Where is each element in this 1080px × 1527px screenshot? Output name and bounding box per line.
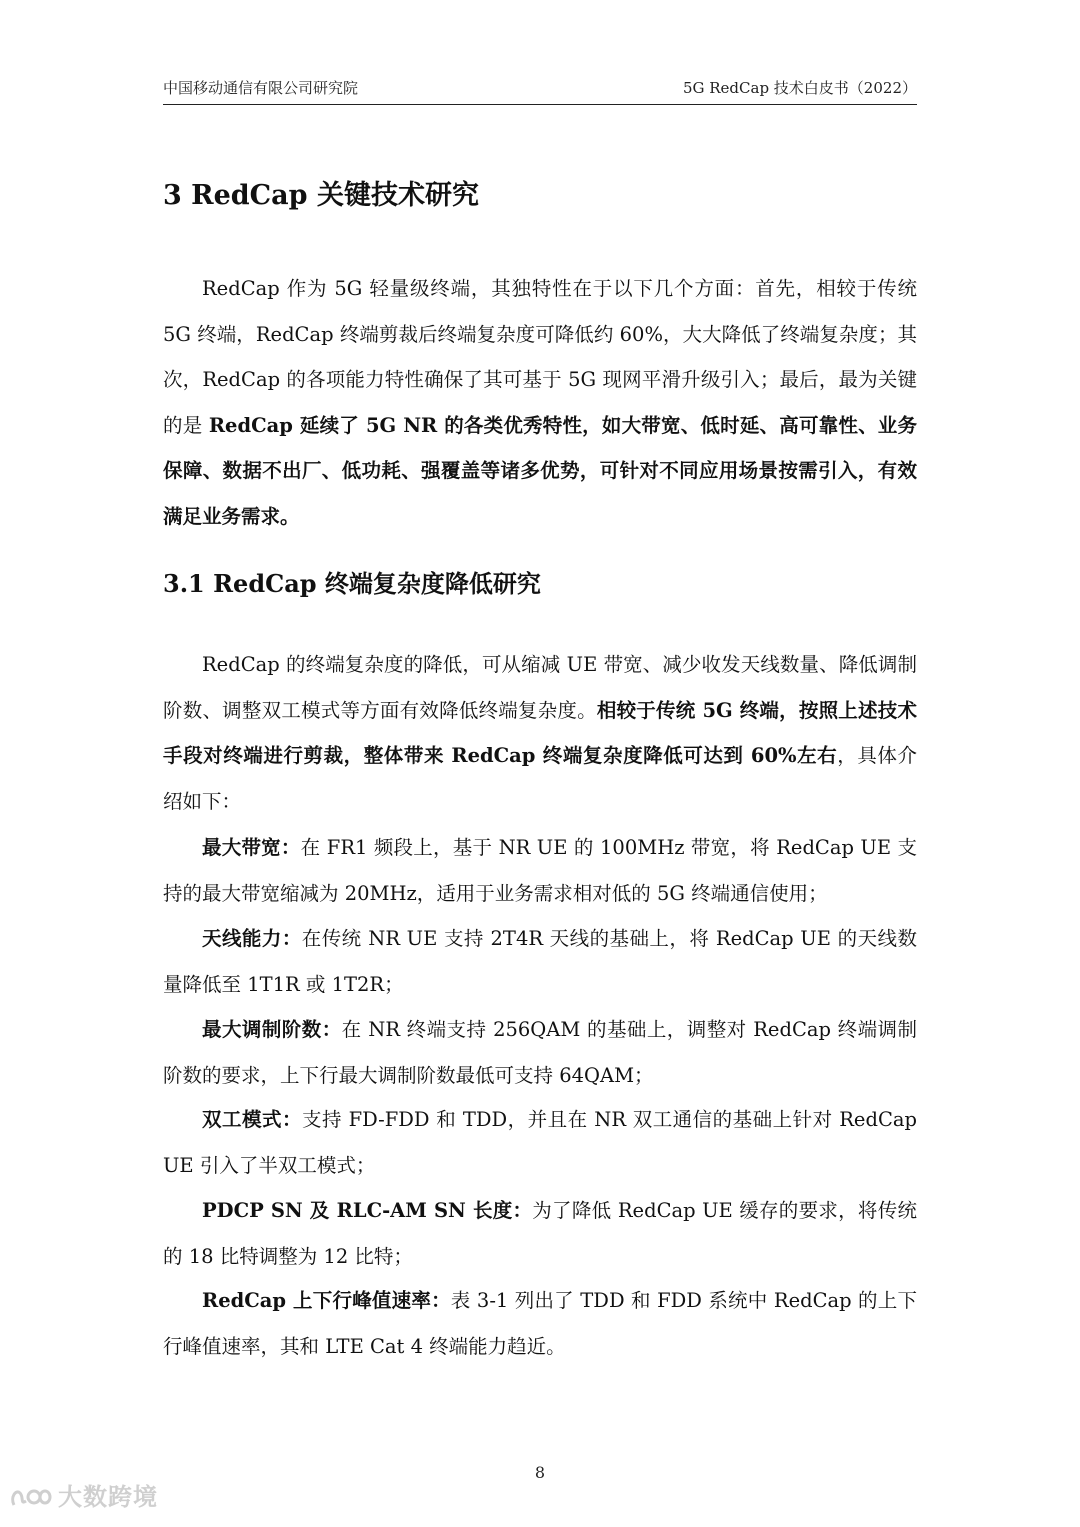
feature-separator: ： [431, 1289, 451, 1312]
subsection-heading: 3.1 RedCap 终端复杂度降低研究 [163, 569, 541, 598]
section-heading: 3 RedCap 关键技术研究 [163, 180, 479, 211]
feature-term: 天线能力 [202, 927, 282, 950]
feature-text: 支持 FD-FDD 和 TDD，并且在 NR 双工通信的基础上针对 RedCap UE 引入了半双工模式； [163, 1108, 917, 1177]
feature-text: 为了降低 RedCap UE 缓存的要求，将传统的 18 比特调整为 12 比特； [163, 1199, 917, 1268]
feature-term: 最大带宽 [202, 836, 281, 859]
feature-text: 表 3-1 列出了 TDD 和 FDD 系统中 RedCap 的上下行峰值速率，其和 LTE Cat 4 终端能力趋近。 [163, 1289, 917, 1358]
page-number: 8 [534, 1463, 546, 1482]
feature-item-max-bandwidth [163, 825, 917, 916]
feature-term: 双工模式 [202, 1108, 282, 1131]
intro-plain-text: RedCap 作为 5G 轻量级终端，其独特性在于以下几个方面：首先，相较于传统 5G 终端，RedCap 终端剪裁后终端复杂度可降低约 60%，大大降低了终端复杂度；其次，RedCap 的各项能力特性确保了其可基于 5G 现网平滑升级引入；最后，最为关键的是 [163, 277, 917, 437]
feature-item-modulation [163, 1007, 917, 1098]
feature-item-peak-rate [163, 1278, 917, 1369]
feature-term: RedCap 上下行峰值速率 [202, 1289, 432, 1312]
feature-item-sn-length [163, 1188, 917, 1279]
feature-text: 在传统 NR UE 支持 2T4R 天线的基础上，将 RedCap UE 的天线数量降低至 1T1R 或 1T2R； [163, 927, 917, 996]
feature-term: 最大调制阶数 [202, 1018, 322, 1041]
intro-bold-text: RedCap 延续了 5G NR 的各类优秀特性，如大带宽、低时延、高可靠性、业务保障、数据不出厂、低功耗、强覆盖等诸多优势，可针对不同应用场景按需引入，有效满足业务需求。 [163, 413, 917, 528]
feature-text: 在 FR1 频段上，基于 NR UE 的 100MHz 带宽，将 RedCap UE 支持的最大带宽缩减为 20MHz，适用于业务需求相对低的 5G 终端通信使用； [163, 836, 917, 905]
feature-separator: ： [281, 927, 302, 950]
page-header [163, 78, 917, 105]
section-intro-paragraph [163, 266, 917, 539]
sub-intro-tail-text: ，具体介绍如下： [163, 744, 917, 813]
watermark-text: 大数跨境 [58, 1483, 158, 1511]
sub-intro-bold-text: 相较于传统 5G 终端，按照上述技术手段对终端进行剪裁，整体带来 RedCap 终端复杂度降低可达到 60%左右 [163, 698, 917, 767]
infinity-logo-icon [8, 1483, 52, 1511]
feature-text: 在 NR 终端支持 256QAM 的基础上，调整对 RedCap 终端调制阶数的要求，上下行最大调制阶数最低可支持 64QAM； [163, 1018, 917, 1087]
header-organization: 中国移动通信有限公司研究院 [163, 79, 359, 97]
feature-separator: ： [512, 1199, 533, 1222]
feature-term: PDCP SN 及 RLC-AM SN 长度 [202, 1199, 513, 1222]
watermark [8, 1477, 158, 1517]
feature-item-antenna [163, 916, 917, 1007]
feature-item-duplex [163, 1097, 917, 1188]
feature-separator: ： [280, 836, 301, 859]
header-document-title: 5G RedCap 技术白皮书（2022） [682, 79, 917, 97]
subsection-intro-paragraph [163, 642, 917, 824]
feature-separator: ： [321, 1018, 342, 1041]
feature-separator: ： [281, 1108, 302, 1131]
sub-intro-plain-text: RedCap 的终端复杂度的降低，可从缩减 UE 带宽、减少收发天线数量、降低调制阶数、调整双工模式等方面有效降低终端复杂度。 [163, 653, 917, 722]
